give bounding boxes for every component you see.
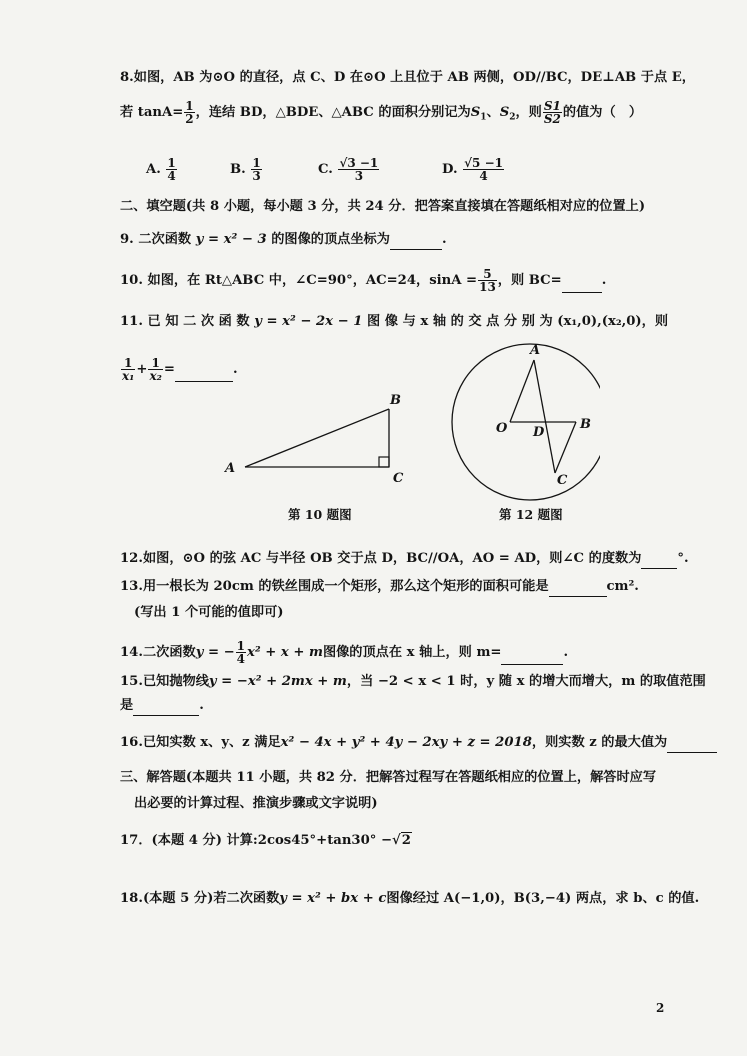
q8-option-d: D. $\frac{√5 -1}{4}$ bbox=[442, 156, 503, 183]
q13-answer-blank bbox=[549, 582, 607, 597]
q11: 11. 已 知 二 次 函 数 y = x² − 2x − 1 图 像 与 x 轴 的 交 点 分 别 为 (x₁,0),(x₂,0)，则 bbox=[120, 314, 669, 329]
chord-ac bbox=[534, 360, 555, 473]
q9: 9. 二次函数 y = x² − 3 的图像的顶点坐标为 . bbox=[120, 230, 677, 250]
label-o: O bbox=[496, 421, 508, 436]
label-b: B bbox=[580, 417, 591, 432]
q12-answer-blank bbox=[641, 554, 677, 569]
q15-line2: 是 . bbox=[120, 696, 677, 716]
q11-expression: $\frac{1}{\text{x₁}}$ + $\frac{1}{\text{x₂}}$ = . bbox=[122, 356, 238, 383]
label-b: B bbox=[390, 393, 401, 408]
figure-12-caption: 第 12 题图 bbox=[499, 507, 563, 522]
q16-answer-blank bbox=[667, 738, 717, 753]
q11-answer-blank bbox=[175, 367, 233, 382]
q13: 13.用一根长为 20cm 的铁丝围成一个矩形，那么这个矩形的面积可能是 cm². bbox=[120, 577, 677, 597]
label-a: A bbox=[530, 343, 541, 358]
section-2-heading: 二、填空题(共 8 小题，每小题 3 分，共 24 分．把答案直接填在答题纸相对应的位置上) bbox=[120, 199, 646, 214]
q17: 17．(本题 4 分) 计算:2cos45°+tan30° −√2 bbox=[120, 833, 411, 848]
q14-answer-blank bbox=[501, 650, 563, 665]
label-c: C bbox=[557, 473, 568, 488]
figure-12-circle bbox=[440, 338, 600, 503]
q9-answer-blank bbox=[390, 235, 442, 250]
segment-bc bbox=[555, 422, 576, 473]
ratio-fraction: $\frac{S1}{S2}$ bbox=[543, 99, 561, 126]
q15-line1: 15.已知抛物线y = −x² + 2mx + m，当 −2 < x < 1 时，y 随 x 的增大而增大，m 的取值范围 bbox=[120, 674, 706, 689]
q10: 10. 如图，在 Rt△ABC 中，∠C=90°，AC=24，sinA = $\frac{5}{13}$ ，则 BC= . bbox=[120, 267, 607, 294]
figure-10-caption: 第 10 题图 bbox=[288, 507, 352, 522]
q8-line1: 8.如图，AB 为⊙O 的直径，点 C、D 在⊙O 上且位于 AB 两侧，OD//BC，DE⊥AB 于点 E， bbox=[120, 70, 695, 85]
section-3-heading-line2: 出必要的计算过程、推演步骤或文字说明) bbox=[134, 796, 378, 811]
label-d: D bbox=[533, 425, 545, 440]
q16: 16.已知实数 x、y、z 满足x² − 4x + y² + 4y − 2xy + z = 2018，则实数 z 的最大值为 bbox=[120, 733, 677, 753]
side-ab bbox=[245, 409, 389, 467]
q8-line2: 若 tanA= $\frac{1}{2}$ ，连结 BD，△BDE、△ABC 的面积分别记为$S_1$、$S_2$，则 $\frac{S1}{S2}$ 的值为（ ） bbox=[120, 99, 643, 126]
segment-ao bbox=[510, 360, 534, 422]
q12: 12.如图，⊙O 的弦 AC 与半径 OB 交于点 D，BC//OA，AO = AD，则∠C 的度数为 °. bbox=[120, 549, 677, 569]
page-number: 2 bbox=[656, 1001, 665, 1015]
q15-answer-blank bbox=[133, 701, 199, 716]
q18: 18.(本题 5 分)若二次函数y = x² + bx + c图像经过 A(−1,0)，B(3,−4) 两点，求 b、c 的值. bbox=[120, 891, 700, 906]
right-angle-mark bbox=[379, 457, 389, 467]
figure-10-triangle bbox=[215, 385, 415, 490]
section-3-heading-line1: 三、解答题(本题共 11 小题，共 82 分．把解答过程写在答题纸相应的位置上，解答时应写 bbox=[120, 770, 657, 785]
tan-fraction: $\frac{1}{2}$ bbox=[185, 99, 194, 126]
q8-option-c: C. $\frac{√3 -1}{3}$ bbox=[318, 156, 379, 183]
label-a: A bbox=[225, 461, 236, 476]
q8-option-a: A. $\frac{1}{4}$ bbox=[146, 156, 176, 183]
q8-option-b: B. $\frac{1}{3}$ bbox=[230, 156, 261, 183]
q13-note: (写出 1 个可能的值即可) bbox=[134, 605, 284, 620]
label-c: C bbox=[393, 471, 404, 486]
q10-answer-blank bbox=[562, 278, 602, 293]
q14: 14.二次函数y = − $\frac{1}{4}$ x² + x + m图像的顶点在 x 轴上，则 m= . bbox=[120, 639, 569, 666]
